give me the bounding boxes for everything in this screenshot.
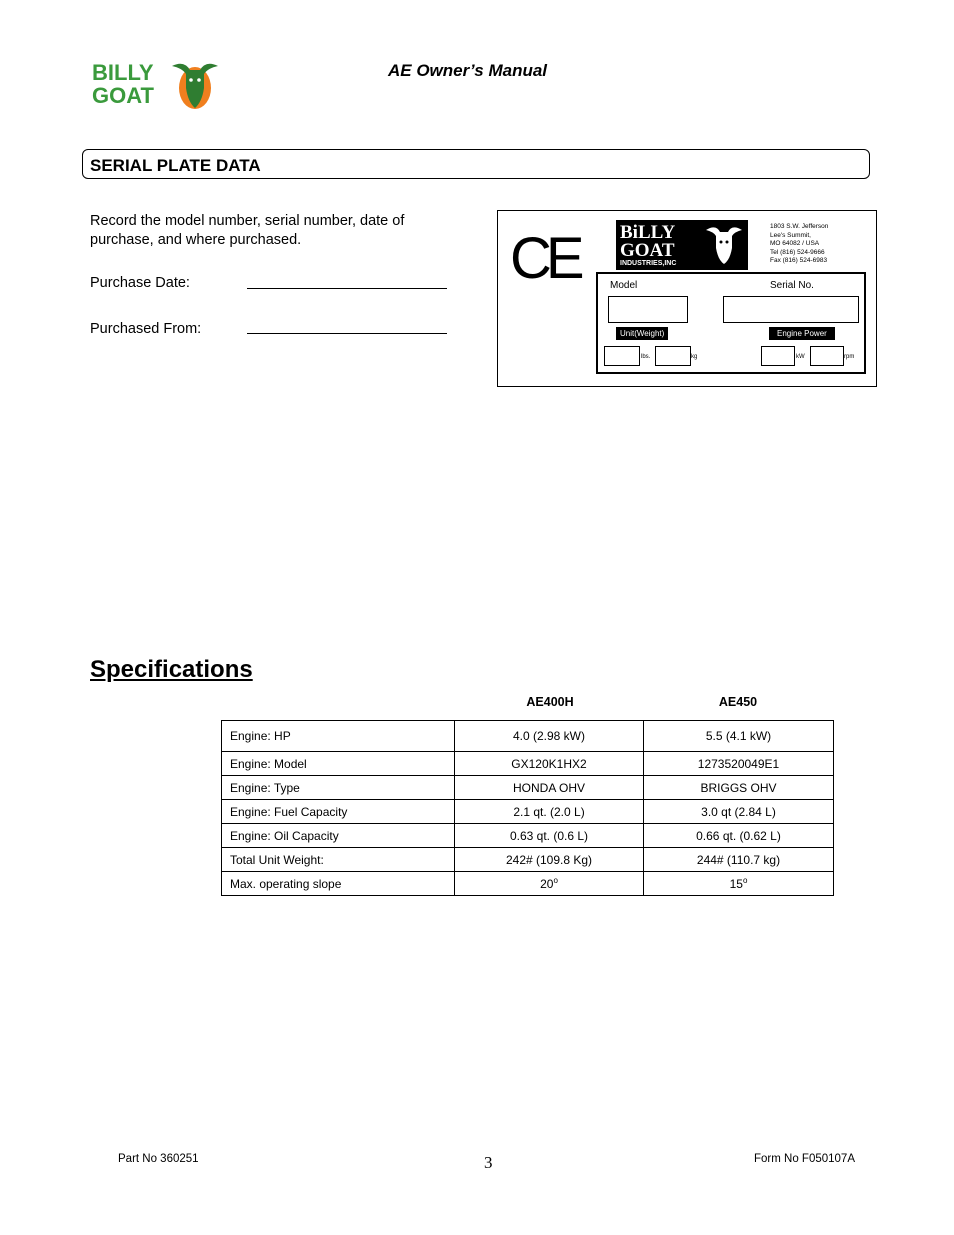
table-row <box>222 824 834 848</box>
degree-mark: o <box>553 876 558 885</box>
spec-ae450: 0.66 qt. (0.62 L) <box>644 824 834 848</box>
plate-brand-line2: GOAT <box>620 240 675 261</box>
plate-rpm-label: rpm <box>844 354 855 360</box>
table-row <box>222 872 834 896</box>
spec-ae450: 244# (110.7 kg) <box>644 848 834 872</box>
table-row <box>222 752 834 776</box>
plate-brand-line1: BiLLY <box>620 222 676 243</box>
table-row <box>222 800 834 824</box>
spec-ae450: 5.5 (4.1 kW) <box>644 721 834 752</box>
table-row <box>222 848 834 872</box>
slope-value: 15 <box>729 877 743 891</box>
spec-label: Engine: Oil Capacity <box>222 824 455 848</box>
spec-ae450: 3.0 qt (2.84 L) <box>644 800 834 824</box>
ce-mark: CE <box>510 226 579 291</box>
specifications-table <box>221 720 834 896</box>
plate-kw-label: kW <box>796 354 805 360</box>
purchase-date-label: Purchase Date: <box>90 275 190 291</box>
spec-ae450: 1273520049E1 <box>644 752 834 776</box>
plate-kg-label: kg <box>691 354 698 360</box>
plate-brand-badge <box>616 220 748 270</box>
slope-value: 20 <box>540 877 554 891</box>
spec-ae400h: 242# (109.8 Kg) <box>455 848 644 872</box>
plate-serial-label: Serial No. <box>770 280 814 291</box>
plate-serial-box <box>723 296 859 323</box>
plate-engine-power-label: Engine Power <box>769 327 835 340</box>
plate-lbs-label: lbs. <box>641 354 651 360</box>
column-header-ae450: AE450 <box>718 695 758 709</box>
spec-label: Engine: Fuel Capacity <box>222 800 455 824</box>
section-title: SERIAL PLATE DATA <box>90 156 261 175</box>
spec-label: Engine: Type <box>222 776 455 800</box>
intro-text: Record the model number, serial number, date of purchase, and where purchased. <box>90 213 405 248</box>
purchased-from-line <box>247 333 447 334</box>
specifications-title: Specifications <box>90 656 253 683</box>
plate-kg-box <box>655 346 691 366</box>
spec-ae450 <box>644 872 834 896</box>
degree-mark: o <box>742 876 748 885</box>
spec-ae400h <box>455 872 644 896</box>
table-row <box>222 721 834 752</box>
manual-title: AE Owner’s Manual <box>388 61 548 80</box>
spec-label: Max. operating slope <box>222 872 455 896</box>
logo-text-billy: BILLY <box>92 60 154 85</box>
table-row <box>222 776 834 800</box>
plate-goat-icon <box>704 224 744 266</box>
purchase-date-line <box>247 288 447 289</box>
spec-label: Engine: Model <box>222 752 455 776</box>
footer-form-number: Form No F050107A <box>754 1153 855 1165</box>
plate-kw-box <box>761 346 795 366</box>
footer-page-number: 3 <box>484 1153 493 1172</box>
billy-goat-logo <box>92 58 220 112</box>
logo-text-goat: GOAT <box>92 83 154 108</box>
footer-part-number: Part No 360251 <box>118 1153 199 1165</box>
plate-data-area <box>596 272 866 374</box>
spec-label: Engine: HP <box>222 721 455 752</box>
serial-plate-image <box>497 210 877 387</box>
column-header-ae400h: AE400H <box>526 695 574 709</box>
plate-unit-weight-label: Unit(Weight) <box>616 327 668 340</box>
plate-model-box <box>608 296 688 323</box>
spec-ae400h: HONDA OHV <box>455 776 644 800</box>
plate-model-label: Model <box>610 280 638 291</box>
plate-rpm-box <box>810 346 844 366</box>
spec-label: Total Unit Weight: <box>222 848 455 872</box>
spec-ae450: BRIGGS OHV <box>644 776 834 800</box>
spec-ae400h: 2.1 qt. (2.0 L) <box>455 800 644 824</box>
plate-brand-sub: INDUSTRIES,INC <box>620 260 677 267</box>
spec-ae400h: 0.63 qt. (0.6 L) <box>455 824 644 848</box>
purchased-from-label: Purchased From: <box>90 321 202 337</box>
plate-address: 1803 S.W. Jefferson Lee's Summit, MO 64082 / USA Tel (816) 524-9666 Fax (816) 524-6983 <box>770 223 829 264</box>
spec-ae400h: 4.0 (2.98 kW) <box>455 721 644 752</box>
spec-ae400h: GX120K1HX2 <box>455 752 644 776</box>
plate-lbs-box <box>604 346 640 366</box>
